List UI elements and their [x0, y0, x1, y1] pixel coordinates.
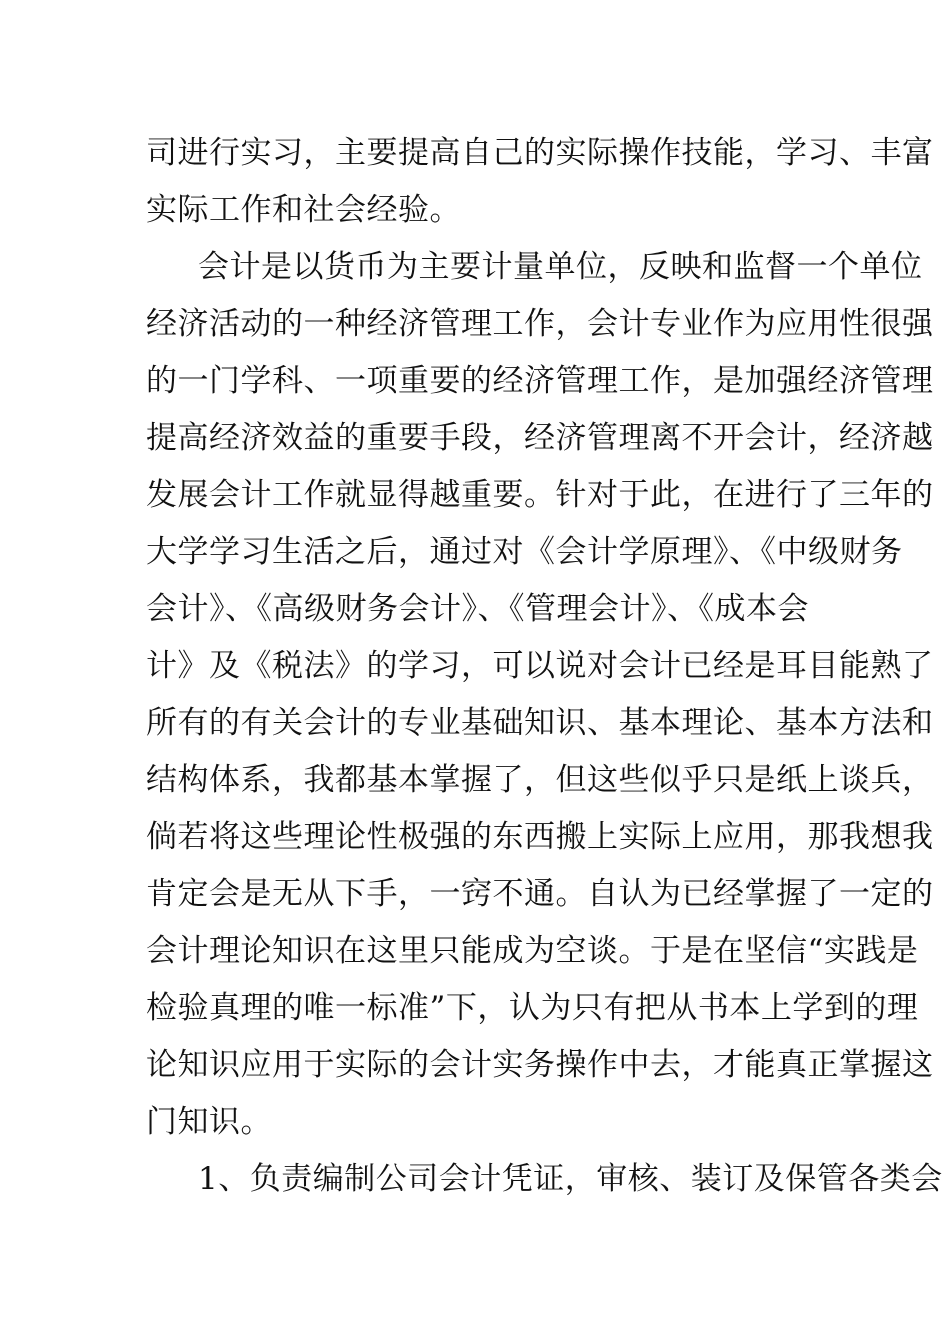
text-line: 实际工作和社会经验。 [146, 192, 461, 228]
text-line: 会计》、《高级财务会计》、《管理会计》、《成本会 [146, 591, 809, 627]
text-line: 发展会计工作就显得越重要。针对于此，在进行了三年的 [146, 477, 934, 513]
text-line: 倘若将这些理论性极强的东西搬上实际上应用，那我想我 [146, 819, 934, 855]
text-line: 经济活动的一种经济管理工作，会计专业作为应用性很强 [146, 306, 934, 342]
text-line: 会计是以货币为主要计量单位，反映和监督一个单位 [198, 249, 923, 285]
text-line: 检验真理的唯一标准”下，认为只有把从书本上学到的理 [146, 990, 919, 1026]
text-line: 计》及《税法》的学习，可以说对会计已经是耳目能熟了 [146, 648, 934, 684]
text-line: 所有的有关会计的专业基础知识、基本理论、基本方法和 [146, 705, 934, 741]
text-line: 1、负责编制公司会计凭证，审核、装订及保管各类会 [198, 1161, 943, 1197]
text-line: 结构体系，我都基本掌握了，但这些似乎只是纸上谈兵， [146, 762, 934, 798]
text-line: 大学学习生活之后，通过对《会计学原理》、《中级财务 [146, 534, 903, 570]
text-line: 司进行实习，主要提高自己的实际操作技能，学习、丰富 [146, 135, 934, 171]
text-line: 会计理论知识在这里只能成为空谈。于是在坚信“实践是 [146, 933, 919, 969]
text-line: 门知识。 [146, 1104, 272, 1140]
text-line: 提高经济效益的重要手段，经济管理离不开会计，经济越 [146, 420, 934, 456]
text-line: 的一门学科、一项重要的经济管理工作，是加强经济管理 [146, 363, 934, 399]
text-line: 论知识应用于实际的会计实务操作中去，才能真正掌握这 [146, 1047, 934, 1083]
text-line: 肯定会是无从下手，一窍不通。自认为已经掌握了一定的 [146, 876, 934, 912]
